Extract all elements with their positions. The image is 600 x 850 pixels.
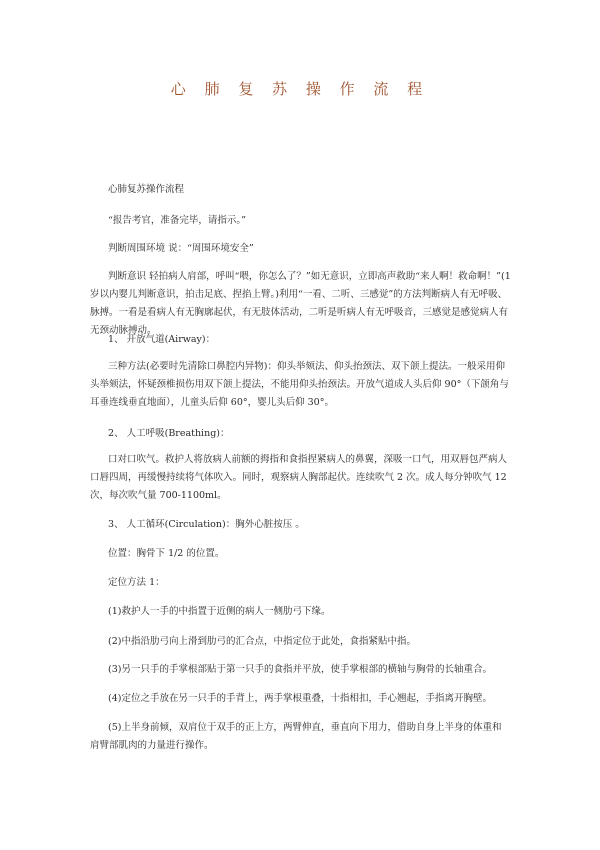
paragraph-consciousness: 判断意识 轻拍病人肩部，呼叫“喂，你怎么了？”如无意识，立即高声救助“来人啊！救命啊！”(1 岁以内婴儿判断意识，拍击足底、捏掐上臂。)利用“一看、二听、三感觉”的方法判断病人有无呼吸、脉搏。一看是看病人有无胸廓起伏，有无肢体活动，二听是听病人有无呼吸音，三感觉是感觉病人有无颈动脉搏动。 (90, 271, 511, 336)
paragraph-position: 位置：胸骨下 1/2 的位置。 (108, 548, 225, 559)
paragraph-method-heading: 定位方法 1： (108, 577, 165, 588)
paragraph-circulation-heading: 3、 人工循环(Circulation)：胸外心脏按压 。 (108, 519, 305, 530)
paragraph-step-1: (1)救护人一手的中指置于近侧的病人一侧肋弓下缘。 (108, 606, 331, 617)
document-title: 心 肺 复 苏 操 作 流 程 (170, 80, 430, 98)
paragraph-step-2: (2)中指沿肋弓向上滑到肋弓的汇合点，中指定位于此处，食指紧贴中指。 (108, 636, 417, 647)
paragraph-breathing-body: 口对口吹气。救护人将放病人前额的拇指和食指捏紧病人的鼻翼，深吸一口气，用双唇包严病人口唇四周，再缓慢持续将气体吹入。同时，观察病人胸部起伏。连续吹气 2 次。成人每分钟吹气 12 次，每次吹气量 700-1100ml。 (90, 454, 508, 501)
paragraph-airway-body: 三种方法(必要时先清除口鼻腔内异物)：仰头举颏法、仰头抬颈法、双下颌上提法。一般采用仰头举颏法，怀疑颈椎损伤用双下颌上提法，不能用仰头抬颈法。开放气道成人头后仰 90°（下颌角与耳垂连线垂直地面），儿童头后仰 60°，婴儿头后仰 30°。 (90, 361, 509, 408)
paragraph-step-3: (3)另一只手的手掌根部贴于第一只手的食指并平放，使手掌根部的横轴与胸骨的长轴重合。 (108, 664, 493, 675)
paragraph-step-5: (5)上半身前倾，双肩位于双手的正上方，两臂伸直，垂直向下用力，借助自身上半身的体重和肩臂部肌肉的力量进行操作。 (90, 722, 502, 751)
paragraph-environment: 判断周围环境 说：“周围环境安全” (108, 243, 254, 254)
paragraph-report: “报告考官，准备完毕，请指示。” (108, 215, 247, 226)
paragraph-airway-heading: 1、 开放气道(Airway)： (108, 334, 216, 345)
paragraph-breathing-heading: 2、 人工呼吸(Breathing)： (108, 428, 230, 439)
paragraph-heading: 心肺复苏操作流程 (108, 184, 185, 195)
paragraph-step-4: (4)定位之手放在另一只手的手背上，两手掌根重叠，十指相扣，手心翘起，手指离开胸壁。 (108, 693, 493, 704)
